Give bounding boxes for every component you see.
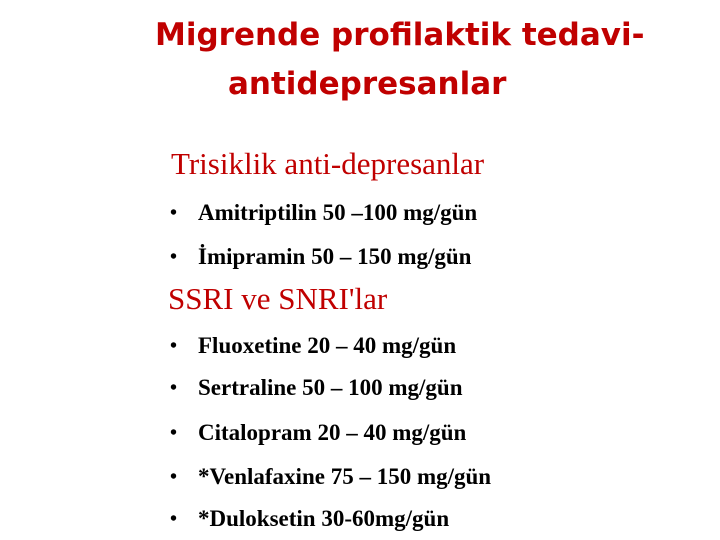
bullet-icon: • xyxy=(170,466,178,488)
list-item xyxy=(170,372,463,404)
list-item xyxy=(170,241,471,273)
list-item-text: *Venlafaxine 75 – 150 mg/gün xyxy=(198,464,492,489)
section-heading-tricyclic: Trisiklik anti-depresanlar xyxy=(171,146,485,181)
list-item-text: İmipramin 50 – 150 mg/gün xyxy=(198,244,472,269)
list-item-text: Fluoxetine 20 – 40 mg/gün xyxy=(198,333,457,358)
list-item xyxy=(170,330,456,362)
bullet-icon: • xyxy=(170,422,178,444)
list-item-text: Sertraline 50 – 100 mg/gün xyxy=(198,375,463,400)
slide-title-line-2: antidepresanlar xyxy=(228,66,507,102)
bullet-icon: • xyxy=(170,377,178,399)
section-heading-ssri-snri: SSRI ve SNRI'lar xyxy=(168,281,388,316)
list-item xyxy=(170,461,491,493)
bullet-icon: • xyxy=(170,508,178,530)
list-item xyxy=(170,197,477,229)
list-item xyxy=(170,503,449,535)
slide-title-line-1: Migrende profilaktik tedavi- xyxy=(155,17,645,53)
bullet-icon: • xyxy=(170,246,178,268)
list-item-text: *Duloksetin 30-60mg/gün xyxy=(198,506,450,531)
list-item-text: Citalopram 20 – 40 mg/gün xyxy=(198,420,467,445)
bullet-icon: • xyxy=(170,335,178,357)
list-item xyxy=(170,417,466,449)
list-item-text: Amitriptilin 50 –100 mg/gün xyxy=(198,200,478,225)
bullet-icon: • xyxy=(170,202,178,224)
